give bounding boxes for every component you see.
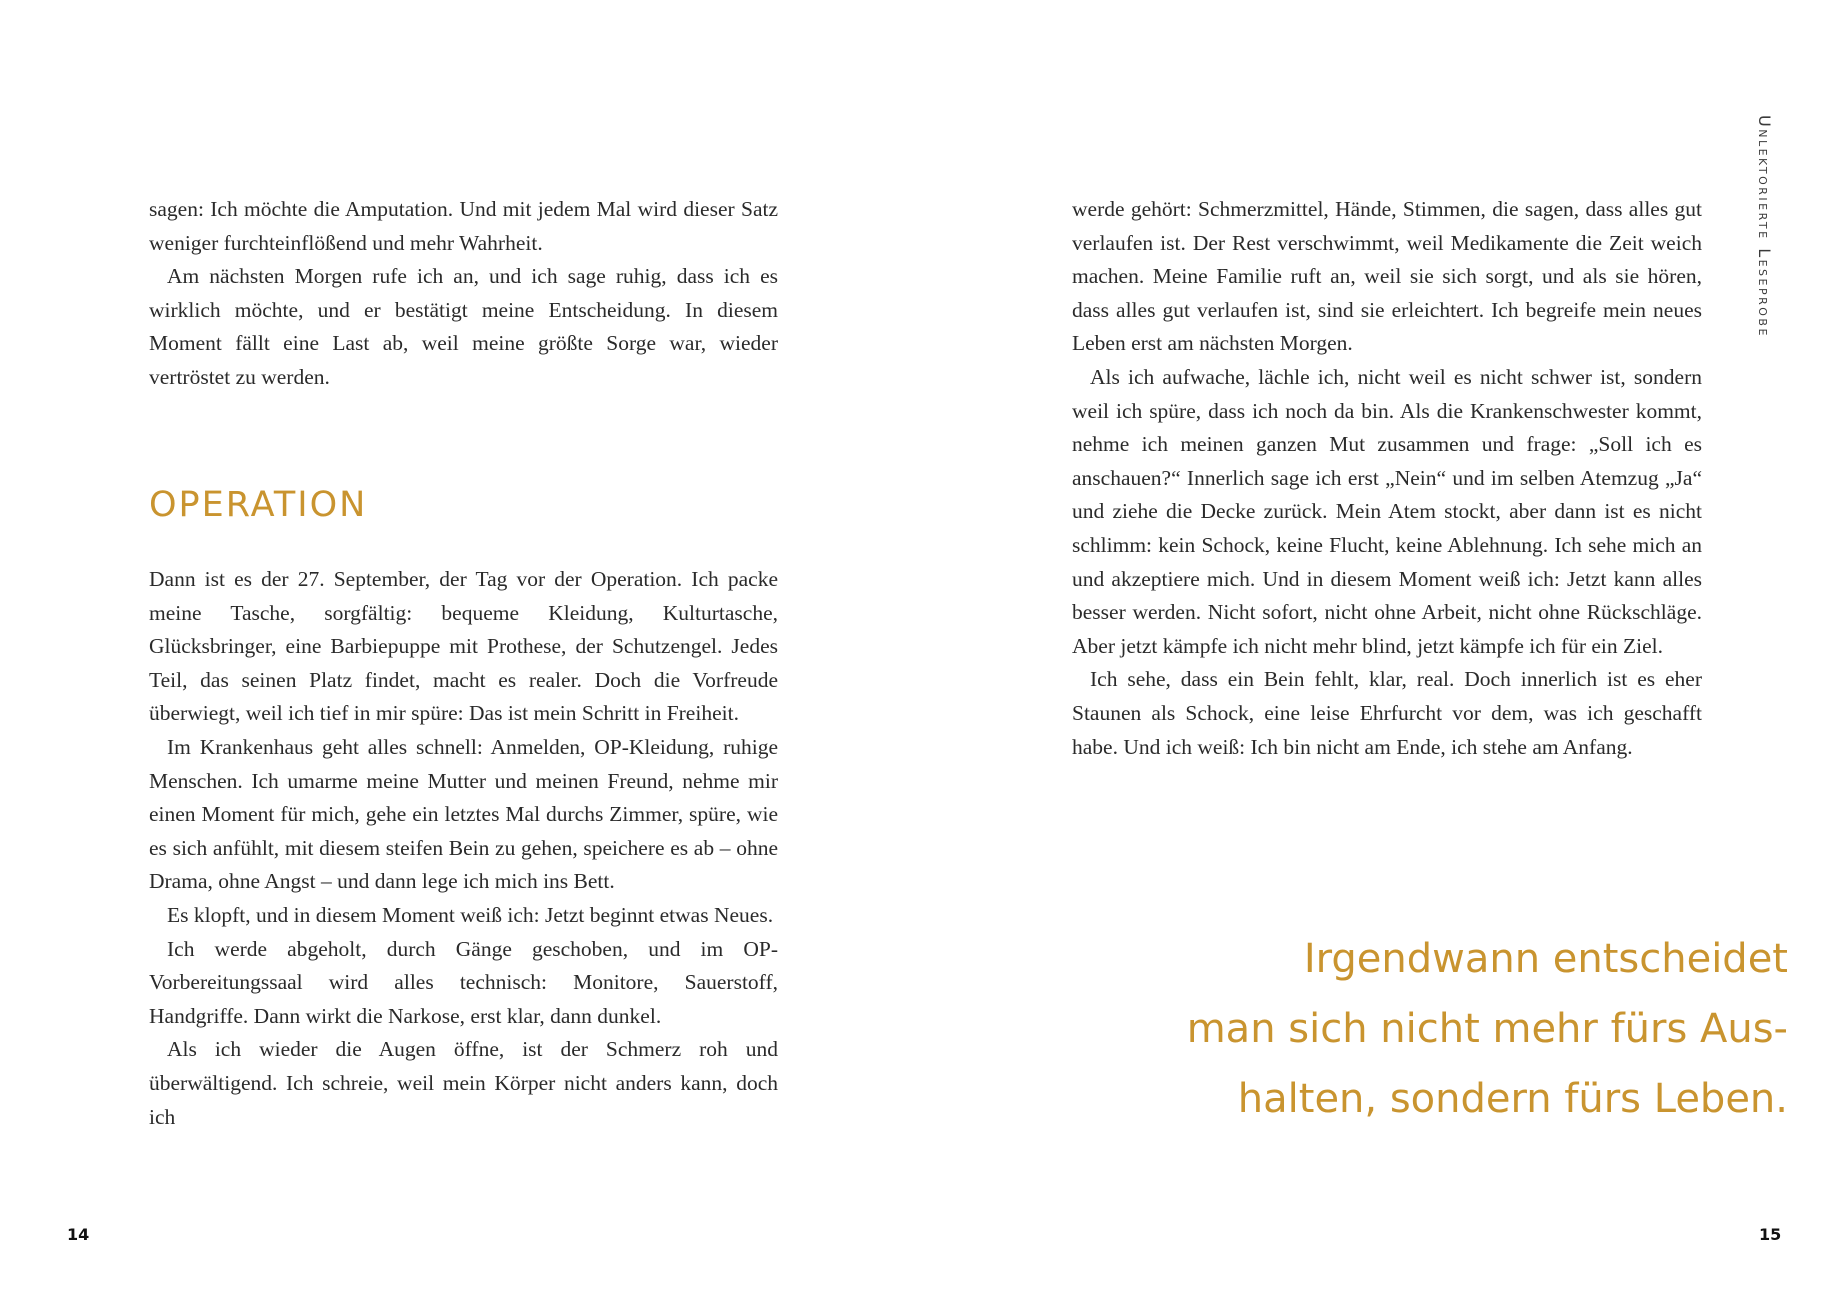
pull-quote-line: Irgendwann entscheidet xyxy=(1303,936,1788,982)
paragraph: sagen: Ich möchte die Amputation. Und mit jedem Mal wird dieser Satz weniger furchteinflößend und mehr Wahrheit. xyxy=(149,197,778,255)
paragraph: Ich sehe, dass ein Bein fehlt, klar, real. Doch innerlich ist es eher Staunen als Schock, eine leise Ehrfurcht vor dem, was ich geschafft habe. Und ich weiß: Ich bin nicht am Ende, ich stehe am Anfang. xyxy=(1072,667,1702,759)
pull-quote xyxy=(1068,924,1788,1134)
paragraph: Ich werde abgeholt, durch Gänge geschoben, und im OP-Vorbereitungssaal wird alles technisch: Monitore, Sauerstoff, Handgriffe. Dann wirkt die Narkose, erst klar, dann dunkel. xyxy=(149,936,778,1028)
pull-quote-line: man sich nicht mehr fürs Aus- xyxy=(1186,1006,1788,1052)
paragraph: werde gehört: Schmerzmittel, Hände, Stimmen, die sagen, dass alles gut verlaufen ist. Der Rest verschwimmt, weil Medikamente die Zeit weich machen. Meine Familie ruft an, weil sie sich sorgt, und als sie hören, dass alles gut verlaufen ist, sind sie erleichtert. Ich begreife mein neues Leben erst am nächsten Morgen. xyxy=(1072,197,1702,356)
right-body-text xyxy=(1072,193,1702,764)
left-page xyxy=(0,0,915,1299)
paragraph: Am nächsten Morgen rufe ich an, und ich sage ruhig, dass ich es wirklich möchte, und er bestätigt meine Entscheidung. In diesem Moment fällt eine Last ab, weil meine größte Sorge war, wieder vertröstet zu werden. xyxy=(149,264,778,389)
paragraph: Es klopft, und in diesem Moment weiß ich: Jetzt beginnt etwas Neues. xyxy=(167,902,774,927)
side-label-leseprobe: Unlektorierte Leseprobe xyxy=(1755,115,1774,338)
left-intro-text xyxy=(149,193,778,395)
page-number-right: 15 xyxy=(1759,1225,1782,1244)
paragraph: Dann ist es der 27. September, der Tag vor der Operation. Ich packe meine Tasche, sorgfältig: bequeme Kleidung, Kulturtasche, Glücksbringer, eine Barbiepuppe mit Prothese, der Schutzengel. Jedes Teil, das seinen Platz findet, macht es realer. Doch die Vorfreude überwiegt, weil ich tief in mir spüre: Das ist mein Schritt in Freiheit. xyxy=(149,567,778,726)
left-body-text xyxy=(149,563,778,1134)
paragraph: Im Krankenhaus geht alles schnell: Anmelden, OP-Kleidung, ruhige Menschen. Ich umarme meine Mutter und meinen Freund, nehme mir einen Moment für mich, gehe ein letztes Mal durchs Zimmer, spüre, wie es sich anfühlt, mit diesem steifen Bein zu gehen, speichere es ab – ohne Drama, ohne Angst – und dann lege ich mich ins Bett. xyxy=(149,734,778,894)
paragraph: Als ich aufwache, lächle ich, nicht weil es nicht schwer ist, sondern weil ich spüre, dass ich noch da bin. Als die Krankenschwester kommt, nehme ich meinen ganzen Mut zusammen und frage: „Soll ich es anschauen?“ Innerlich sage ich erst „Nein“ und im selben Atemzug „Ja“ und ziehe die Decke zurück. Mein Atem stockt, aber dann ist es nicht schlimm: kein Schock, keine Flucht, keine Ablehnung. Ich sehe mich an und akzeptiere mich. Und in diesem Moment weiß ich: Jetzt kann alles besser werden. Nicht sofort, nicht ohne Arbeit, nicht ohne Rückschläge. Aber jetzt kämpfe ich nicht mehr blind, jetzt kämpfe ich für ein Ziel. xyxy=(1072,364,1702,658)
page-number-left: 14 xyxy=(67,1225,90,1244)
section-heading: OPERATION xyxy=(149,485,368,525)
pull-quote-line: halten, sondern fürs Leben. xyxy=(1237,1076,1788,1122)
paragraph: Als ich wieder die Augen öffne, ist der Schmerz roh und überwältigend. Ich schreie, weil mein Körper nicht anders kann, doch ich xyxy=(149,1037,778,1129)
